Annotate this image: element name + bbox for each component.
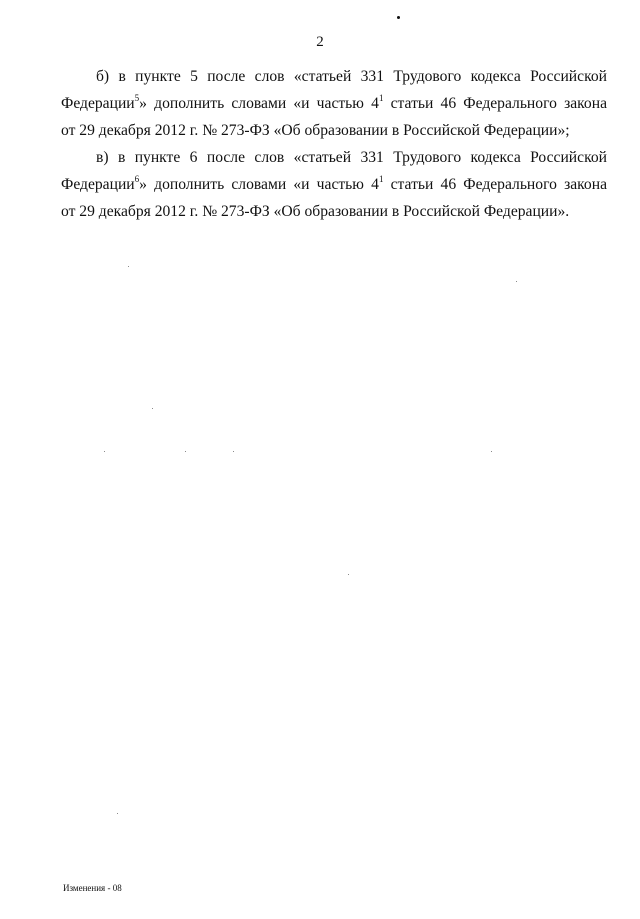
footer-label: Изменения - 08 <box>63 883 122 893</box>
scan-speck <box>516 281 517 282</box>
paragraph-b-line-2: Федерации$^5$» дополнить словами «и частью $4^1$ статьи 46 Федерального закона <box>61 93 607 112</box>
paragraph-c-line-2: Федерации$^6$» дополнить словами «и частью $4^1$ статьи 46 Федерального закона <box>61 174 607 193</box>
scan-speck <box>152 408 153 409</box>
paragraph-c-line-1: в) в пункте 6 после слов «статьей 331 Трудового кодекса Российской <box>96 149 607 166</box>
scan-mark <box>397 16 400 19</box>
scan-speck <box>104 451 105 452</box>
paragraph-c-line-3: от 29 декабря 2012 г. № 273-ФЗ «Об образовании в Российской Федерации». <box>61 203 570 220</box>
scan-speck <box>491 451 492 452</box>
scan-speck <box>185 451 186 452</box>
paragraph-c-line-2-start: Федерации$^6$» дополнить словами «и частью $4^1$ <box>61 174 384 193</box>
footnote-ref-6: 6 <box>134 174 140 184</box>
paragraph-b-line-2-start: Федерации$^5$» дополнить словами «и частью $4^1$ <box>61 93 384 112</box>
page-number: 2 <box>316 34 324 50</box>
scan-speck <box>348 574 349 575</box>
scan-speck <box>117 813 118 814</box>
footnote-ref-5: 5 <box>134 93 140 103</box>
superscript-1: 1 <box>378 174 384 184</box>
paragraph-b-line-3: от 29 декабря 2012 г. № 273-ФЗ «Об образовании в Российской Федерации»; <box>61 122 570 139</box>
scan-speck <box>233 451 234 452</box>
superscript-1: 1 <box>378 93 384 103</box>
paragraph-b-line-1: б) в пункте 5 после слов «статьей 331 Трудового кодекса Российской <box>96 68 607 85</box>
scan-speck <box>128 266 129 267</box>
